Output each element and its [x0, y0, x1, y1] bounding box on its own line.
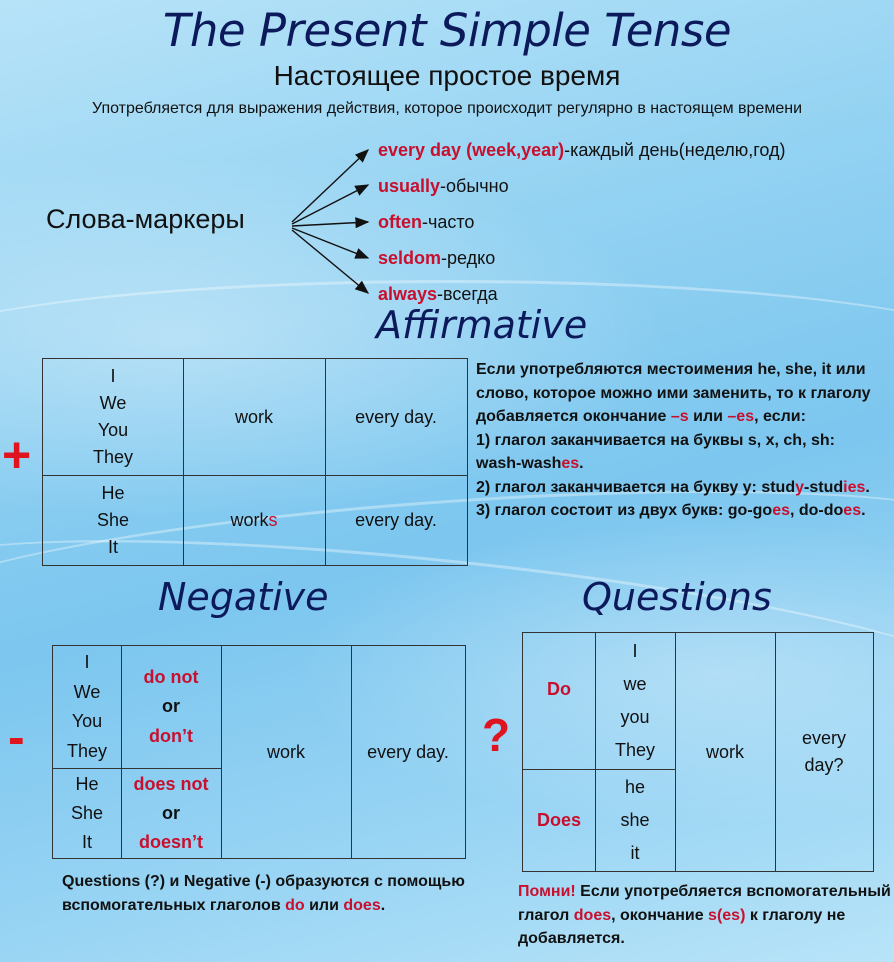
questions-pronouns-third-person: he she it — [620, 776, 650, 863]
affirmative-pronouns-third-person: He She It — [96, 482, 130, 557]
marker-item-every-day: every day (week,year)-каждый день(неделю,год) — [378, 140, 786, 160]
questions-rule-note: Помни! Если употребляется вспомогательный глагол does, окончание s(es) к глаголу не добавляется. — [518, 883, 891, 947]
questions-aux-do: Do — [547, 678, 571, 699]
marker-item-always: always-всегда — [378, 284, 498, 304]
negative-rule-note: Questions (?) и Negative (-) образуются с помощью вспомогательных глаголов do или does. — [62, 873, 465, 914]
questions-table — [522, 632, 874, 872]
affirmative-pronouns-plural: I We You They — [92, 366, 134, 467]
arrow-line — [292, 228, 368, 258]
arrow-line — [292, 230, 368, 293]
negative-table — [52, 645, 466, 859]
questions-verb: work — [705, 741, 744, 762]
arrow-line — [292, 185, 368, 224]
question-sign: ? — [482, 709, 511, 761]
negative-aux-do-not: do not or don’t — [143, 666, 199, 746]
minus-sign: - — [8, 709, 25, 765]
usage-description: Употребляется для выражения действия, которое происходит регулярно в настоящем времени — [92, 100, 802, 117]
marker-item-often: often-часто — [378, 212, 475, 232]
questions-aux-does: Does — [536, 809, 581, 830]
negative-pronouns-plural: I We You They — [66, 652, 108, 761]
plus-sign: + — [2, 427, 32, 483]
affirmative-title: Affirmative — [376, 303, 588, 347]
page-title: The Present Simple Tense — [162, 4, 732, 57]
questions-title: Questions — [582, 575, 772, 619]
affirmative-time-marker: every day. — [355, 406, 437, 427]
page-subtitle: Настоящее простое время — [273, 60, 621, 91]
questions-pronouns-plural: I we you They — [614, 641, 656, 760]
affirmative-verb-third-person: works — [230, 509, 278, 530]
affirmative-rule-note: Если употребляются местоимения he, she, it или слово, которое можно ими заменить, то к глаголу добавляется окончание –s или –es, если: 1) глагол заканчивается на буквы s, x, ch, sh: wash-washes. 2) глагол заканчивается на букву y: study-studies. 3) глагол состоит из двух букв: go-goes, do-does. — [476, 361, 871, 519]
negative-aux-does-not: does not or doesn’t — [133, 773, 209, 852]
markers-label: Слова-маркеры — [46, 204, 245, 234]
marker-item-seldom: seldom-редко — [378, 248, 496, 268]
negative-title: Negative — [158, 575, 329, 619]
negative-pronouns-third-person: He She It — [70, 773, 104, 852]
negative-verb: work — [266, 741, 305, 762]
marker-arrows — [280, 140, 380, 305]
affirmative-table — [42, 358, 468, 566]
affirmative-time-marker: every day. — [355, 509, 437, 530]
affirmative-verb: work — [234, 406, 273, 427]
arrow-line — [292, 222, 368, 226]
negative-time-marker: every day. — [367, 741, 449, 762]
questions-time-marker: every day? — [801, 728, 846, 775]
marker-item-usually: usually-обычно — [378, 176, 509, 196]
arrow-line — [292, 150, 368, 222]
